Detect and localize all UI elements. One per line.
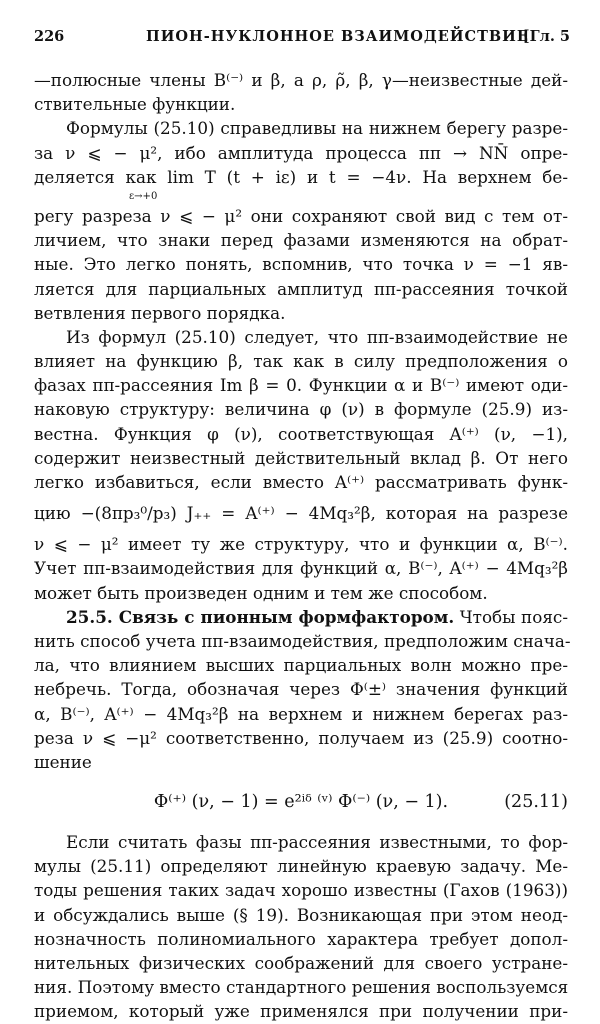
text-line: α, B⁽⁻⁾, A⁽⁺⁾ − 4Mq₃²β на верхнем и нижнем берегах раз- — [34, 703, 568, 724]
text-line: фазах ππ-рассеяния Im β = 0. Функции α и B⁽⁻⁾ имеют оди- — [34, 375, 568, 396]
text-line: ные. Это легко понять, вспомнив, что точка ν = −1 яв- — [34, 254, 568, 275]
section-heading: 25.5. Связь с пионным формфактором. — [66, 606, 455, 627]
text-line: легко избавиться, если вместо A⁽⁺⁾ рассматривать функ- — [34, 472, 568, 492]
text-line: небречь. Тогда, обозначая через Φ⁽±⁾ значения функций — [34, 679, 568, 700]
text-line: тоды решения таких задач хорошо известны (Гахов (1963)) — [34, 880, 568, 901]
text-line: Учет ππ-взаимодействия для функций α, B⁽⁻⁾, A⁽⁺⁾ − 4Mq₃²β — [34, 558, 568, 579]
text-line: Формулы (25.10) справедливы на нижнем берегу разре- — [66, 118, 568, 139]
text-line: вестна. Функция φ (ν), соответствующая A⁽⁺⁾ (ν, −1), — [34, 423, 568, 444]
page-number: 226 — [34, 28, 65, 45]
text-line: за ν ⩽ − μ², ибо амплитуда процесса ππ → NN̄ опре- — [34, 142, 568, 163]
text-line: влияет на функцию β, так как в силу предположения о — [34, 351, 568, 372]
text-line: Из формул (25.10) следует, что ππ-взаимодействие не — [66, 326, 568, 347]
equation-number: (25.11) — [504, 792, 568, 813]
text-line: нительных физических соображений для своего устране- — [34, 953, 568, 973]
page-body — [34, 68, 571, 1024]
text-line: приемом, который уже применялся при получении при- — [34, 1001, 568, 1022]
text-line: ν ⩽ − μ² имеет ту же структуру, что и функции α, B⁽⁻⁾. — [34, 534, 568, 555]
text-line: ветвления первого порядка. — [34, 302, 286, 323]
section-line-text: Чтобы пояс- — [459, 606, 568, 627]
text-line: ла, что влиянием высших парциальных волн можно пре- — [34, 655, 568, 676]
page-header — [34, 28, 570, 52]
text-line: нить способ учета ππ-взаимодействия, предположим снача- — [34, 630, 571, 651]
text-line: ния. Поэтому вместо стандартного решения воспользуемся — [34, 977, 569, 998]
text-line: содержит неизвестный действительный вклад β. От него — [34, 447, 568, 468]
text-line: может быть произведен одним и тем же способом. — [34, 582, 488, 603]
display-equation — [34, 774, 568, 830]
text-line: ляется для парциальных амплитуд ππ-рассеяния точкой — [34, 278, 568, 299]
limit-subscript: ε→+0 — [129, 190, 158, 202]
running-title: ПИОН-НУКЛОННОЕ ВЗАИМОДЕЙСТВИЕ — [146, 28, 529, 45]
text-line: личием, что знаки перед фазами изменяются на обрат- — [34, 230, 568, 251]
text-line: деляется как lim T (t + iε) и t = −4ν. На верхнем бе- — [34, 166, 568, 187]
text-line: и обсуждались выше (§ 19). Возникающая при этом неод- — [34, 904, 568, 925]
text-line: —полюсные члены B⁽⁻⁾ и β, а ρ, ρ̃, β, γ—неизвестные дей- — [34, 70, 568, 90]
text-line: мулы (25.11) определяют линейную краевую задачу. Ме- — [34, 856, 568, 877]
equation-body: Φ⁽⁺⁾ (ν, − 1) = e²ⁱᵟ ⁽ᵛ⁾ Φ⁽⁻⁾ (ν, − 1). — [153, 792, 449, 813]
text-line: нозначность полиномиального характера требует допол- — [34, 928, 568, 949]
text-line: ствительные функции. — [34, 94, 236, 115]
text-line-with-fraction: цию −(8πp₃⁰/p₃) J₊₊ = A⁽⁺⁾ − 4Mq₃²β, которая на разрезе — [34, 503, 568, 524]
text-line: наковую структуру: величина φ (ν) в формуле (25.9) из- — [34, 399, 568, 420]
text-line: регу разреза ν ⩽ − μ² они сохраняют свой вид с тем от- — [34, 205, 568, 226]
text-line: шение — [34, 751, 92, 772]
section-line — [34, 605, 568, 629]
chapter-label: [Гл. 5 — [522, 28, 570, 45]
text-line: реза ν ⩽ −μ² соответственно, получаем из (25.9) соотно- — [34, 727, 568, 748]
text-line: Если считать фазы ππ-рассеяния известными, то фор- — [66, 832, 568, 853]
